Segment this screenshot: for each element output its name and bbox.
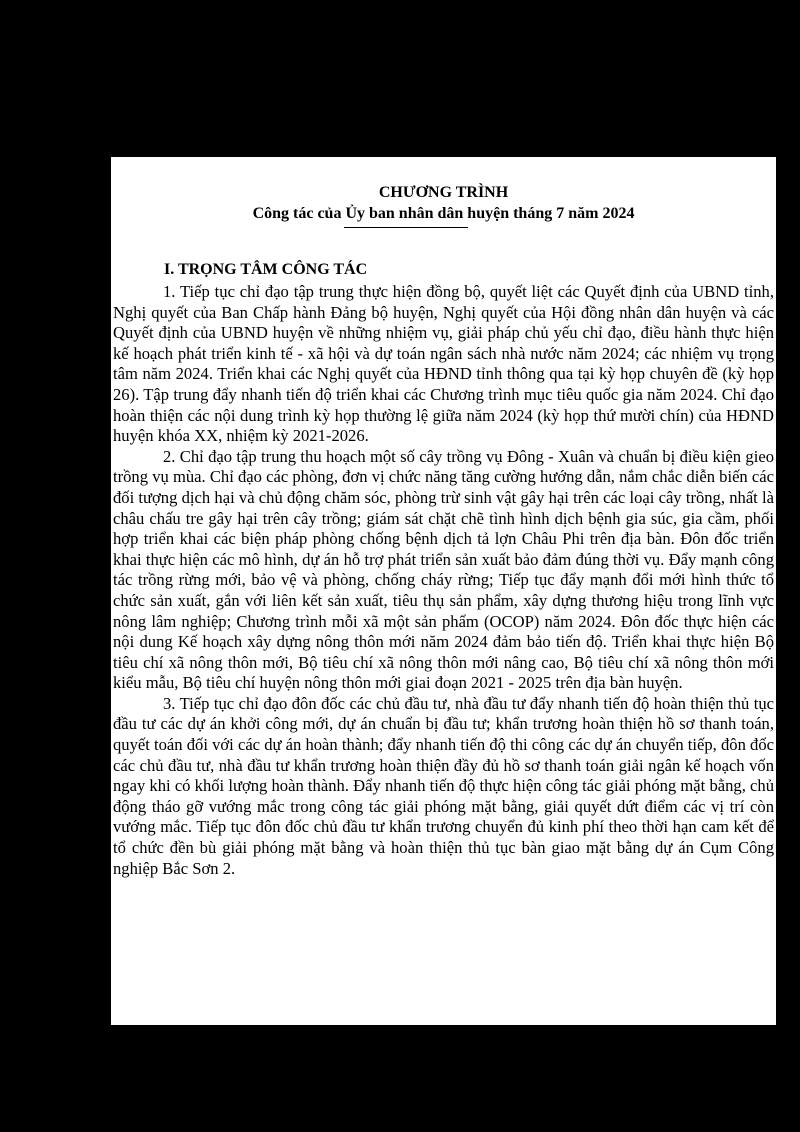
subtitle-underline bbox=[344, 227, 468, 228]
document-page bbox=[111, 157, 776, 1025]
document-subtitle: Công tác của Ủy ban nhân dân huyện tháng 7 năm 2024 bbox=[252, 205, 635, 222]
paragraph-2: 2. Chỉ đạo tập trung thu hoạch một số cây trồng vụ Đông - Xuân và chuẩn bị điều kiện gieo trồng vụ mùa. Chỉ đạo các phòng, đơn vị chức năng tăng cường hướng dẫn, nắm chắc diễn biến các đối tượng dịch hại và chủ động chăm sóc, phòng trừ sinh vật gây hại trên các loại cây trồng, nhất là châu chấu tre gây hại trên cây trồng; giám sát chặt chẽ tình hình dịch bệnh gia súc, gia cầm, phối hợp triển khai các biện pháp phòng chống bệnh dịch tả lợn Châu Phi trên địa bàn. Đôn đốc triển khai thực hiện các mô hình, dự án hỗ trợ phát triển sản xuất bảo đảm đúng thời vụ. Đẩy mạnh công tác trồng rừng mới, bảo vệ và phòng, chống cháy rừng; Tiếp tục đẩy mạnh đổi mới hình thức tổ chức sản xuất, gắn với liên kết sản xuất, tiêu thụ sản phẩm, xây dựng thương hiệu trong lĩnh vực nông lâm nghiệp; Chương trình mỗi xã một sản phẩm (OCOP) năm 2024. Đôn đốc thực hiện các nội dung Kế hoạch xây dựng nông thôn mới năm 2024 đảm bảo tiến độ. Triển khai thực hiện Bộ tiêu chí xã nông thôn mới, Bộ tiêu chí xã nông thôn mới nâng cao, Bộ tiêu chí xã nông thôn mới kiểu mẫu, Bộ tiêu chí huyện nông thôn mới giai đoạn 2021 - 2025 trên địa bàn huyện. bbox=[113, 446, 774, 693]
document-body bbox=[113, 282, 774, 879]
paragraph-3: 3. Tiếp tục chỉ đạo đôn đốc các chủ đầu tư, nhà đầu tư đẩy nhanh tiến độ hoàn thiện thủ tục đầu tư các dự án khởi công mới, dự án chuẩn bị đầu tư; khẩn trương hoàn thiện hồ sơ thanh toán, quyết toán đối với các dự án hoàn thành; đẩy nhanh tiến độ thi công các dự án chuyển tiếp, đôn đốc các chủ đầu tư, nhà đầu tư khẩn trương hoàn thiện đầy đủ hồ sơ thanh toán giải ngân kế hoạch vốn ngay khi có khối lượng hoàn thành. Đẩy nhanh tiến độ thực hiện công tác giải phóng mặt bằng, chủ động tháo gỡ vướng mắc trong công tác giải phóng mặt bằng, giải quyết dứt điểm các vị trí còn vướng mắc. Tiếp tục đôn đốc chủ đầu tư khẩn trương chuyển đủ kinh phí theo thời hạn cam kết để tổ chức đền bù giải phóng mặt bằng và hoàn thiện thủ tục bàn giao mặt bằng dự án Cụm Công nghiệp Bắc Sơn 2. bbox=[113, 693, 774, 878]
section-heading: I. TRỌNG TÂM CÔNG TÁC bbox=[164, 261, 368, 278]
paragraph-1: 1. Tiếp tục chỉ đạo tập trung thực hiện đồng bộ, quyết liệt các Quyết định của UBND tỉnh, Nghị quyết của Ban Chấp hành Đảng bộ huyện, Nghị quyết của Hội đồng nhân dân huyện và các Quyết định của UBND huyện về những nhiệm vụ, giải pháp chủ yếu chỉ đạo, điều hành thực hiện kế hoạch phát triển kinh tế - xã hội và dự toán ngân sách nhà nước năm 2024; các nhiệm vụ trọng tâm năm 2024. Triển khai các Nghị quyết của HĐND tỉnh thông qua tại kỳ họp chuyên đề (kỳ họp 26). Tập trung đẩy nhanh tiến độ triển khai các Chương trình mục tiêu quốc gia năm 2024. Chỉ đạo hoàn thiện các nội dung trình kỳ họp thường lệ giữa năm 2024 (kỳ họp thứ mười chín) của HĐND huyện khóa XX, nhiệm kỳ 2021-2026. bbox=[113, 282, 774, 446]
document-title: CHƯƠNG TRÌNH bbox=[378, 184, 509, 201]
